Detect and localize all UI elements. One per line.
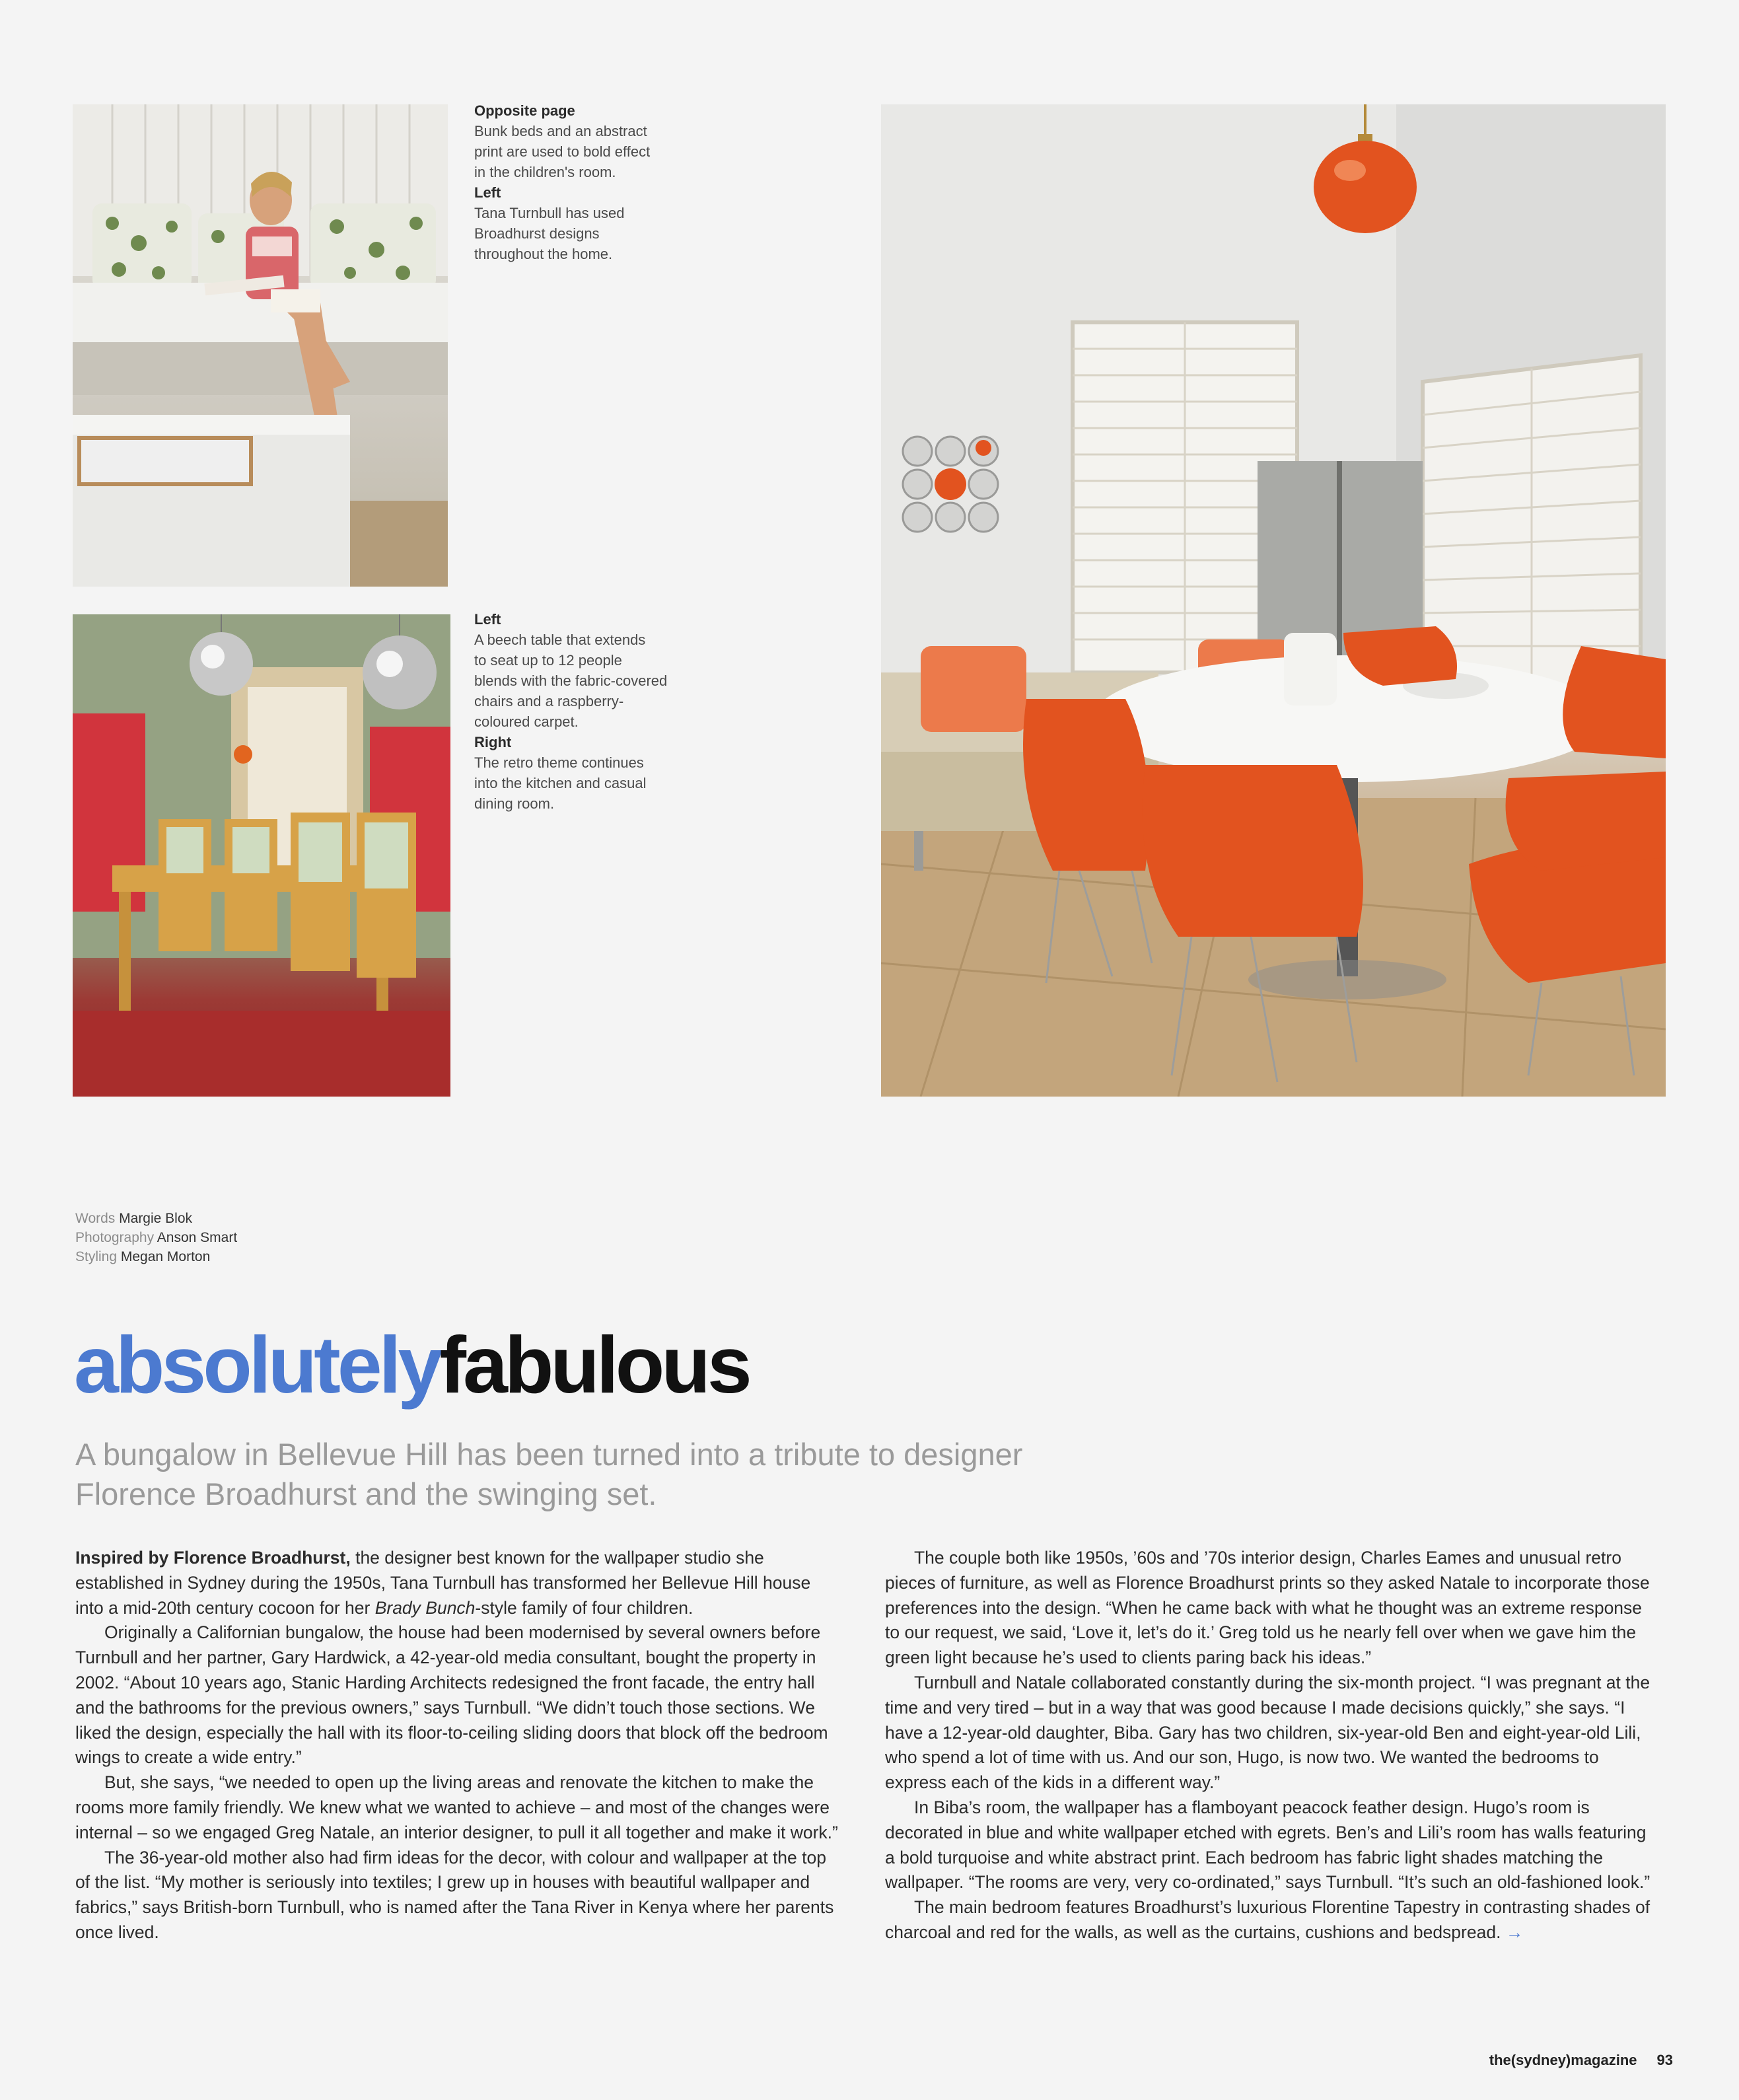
lead-in: Inspired by Florence Broadhurst, — [75, 1548, 351, 1568]
credit-role: Styling — [75, 1249, 118, 1264]
body-paragraph — [75, 1546, 841, 1620]
caption-line: in the children's room. — [474, 164, 616, 180]
credits — [75, 1209, 237, 1266]
caption-top — [474, 100, 650, 264]
caption-line: coloured carpet. — [474, 713, 579, 730]
credit-name: Margie Blok — [119, 1211, 193, 1226]
caption-line: to seat up to 12 people — [474, 652, 622, 669]
body-text: -style family of four children. — [475, 1597, 693, 1618]
body-paragraph: The couple both like 1950s, ’60s and ’70s interior design, Charles Eames and unusual retro pieces of furniture, as well as Florence Broadhurst prints so they asked Natale to incorporate those preferences into the design. “When he came back with what he thought was an extreme response to our request, we said, ‘Love it, let’s do it.’ Greg told us he nearly fell over when we gave him the green light because he’s used to clients paring back his ideas.” — [885, 1548, 1650, 1668]
body-paragraph: But, she says, “we needed to open up the living areas and renovate the kitchen to make the rooms more family friendly. We knew what we wanted to achieve – and most of the changes were internal – so we engaged Greg Natale, an interior designer, to pull it all together and make it work.” — [75, 1772, 838, 1842]
caption-line: throughout the home. — [474, 246, 613, 262]
headline-part-black: fabulous — [439, 1320, 749, 1410]
standfirst: A bungalow in Bellevue Hill has been turned into a tribute to designer Florence Broadhurst and the swinging set. — [75, 1437, 1023, 1511]
caption-line: The retro theme continues — [474, 754, 644, 771]
photo-dining-room — [73, 614, 450, 1097]
page-title — [74, 1320, 749, 1410]
caption-line: chairs and a raspberry- — [474, 693, 624, 709]
caption-head: Right — [474, 734, 512, 750]
caption-line: into the kitchen and casual — [474, 775, 647, 791]
body-text: the designer best known for the wallpaper studio she established in Sydney during the 1950s, Tana Turnbull has transformed her Bellevue Hill house into a mid-20th century cocoon for her — [75, 1548, 811, 1618]
page-number: 93 — [1656, 2052, 1673, 2068]
credit-photography — [75, 1228, 237, 1247]
caption-middle — [474, 609, 667, 814]
photo-kitchen-dining — [881, 104, 1666, 1097]
continue-arrow-icon: → — [1505, 1922, 1524, 1942]
caption-line: Tana Turnbull has used — [474, 205, 625, 221]
caption-line: dining room. — [474, 795, 555, 812]
credit-role: Words — [75, 1211, 116, 1226]
headline-part-blue: absolutely — [74, 1320, 440, 1410]
credit-name: Megan Morton — [120, 1249, 211, 1264]
body-text: The main bedroom features Broadhurst’s luxurious Florentine Tapestry in contrasting shades of charcoal and red for the walls, as well as the curtains, cushions and bedspread. — [885, 1897, 1650, 1942]
magazine-name: the(sydney)magazine — [1489, 2052, 1637, 2068]
caption-line: A beech table that extends — [474, 632, 646, 648]
photo-woman-reading — [73, 104, 448, 587]
page-footer — [1489, 2052, 1673, 2069]
caption-line: print are used to bold effect — [474, 143, 651, 160]
body-column-left — [75, 1546, 841, 1945]
caption-head: Left — [474, 184, 501, 201]
caption-head: Opposite page — [474, 102, 575, 119]
caption-line: blends with the fabric-covered — [474, 672, 668, 689]
body-italic: Brady Bunch — [374, 1597, 476, 1618]
caption-head: Left — [474, 611, 501, 628]
body-paragraph: Turnbull and Natale collaborated constantly during the six-month project. “I was pregnant at the time and very tired – but in a way that was good because I made decisions quickly,” she says. “I have a 12-year-old daughter, Biba. Gary has two children, six-year-old Ben and eight-year-old Lili, who spend a lot of time with us. And our son, Hugo, is now two. We wanted the bedrooms to express each of the kids in a different way.” — [885, 1672, 1650, 1793]
credit-role: Photography — [75, 1230, 155, 1245]
credit-name: Anson Smart — [157, 1230, 238, 1245]
body-paragraph — [885, 1895, 1651, 1945]
body-paragraph: In Biba’s room, the wallpaper has a flamboyant peacock feather design. Hugo’s room is decorated in blue and white wallpaper etched with egrets. Ben’s and Lili’s room has walls featuring a bold turquoise and white abstract print. Each bedroom has fabric light shades matching the wallpaper. “The rooms are very, very co-ordinated,” says Turnbull. “It’s such an old-fashioned look.” — [885, 1797, 1650, 1893]
body-paragraph: Originally a Californian bungalow, the house had been modernised by several owners before Turnbull and her partner, Gary Hardwick, a 42-year-old media consultant, bought the property in 2002. “About 10 years ago, Stanic Harding Architects redesigned the front facade, the entry hall and the bathrooms for the previous owners,” says Turnbull. “We didn’t touch those sections. We liked the design, especially the hall with its floor-to-ceiling sliding doors that block off the bedroom wings to create a wide entry.” — [75, 1622, 828, 1768]
body-column-right — [885, 1546, 1651, 1945]
caption-line: Broadhurst designs — [474, 225, 600, 242]
body-paragraph: The 36-year-old mother also had firm ideas for the decor, with colour and wallpaper at the top of the list. “My mother is seriously into textiles; I grew up in houses with beautiful wallpaper and fabrics,” says British-born Turnbull, who is named after the Tana River in Kenya where her parents once lived. — [75, 1847, 834, 1942]
credit-words — [75, 1209, 237, 1228]
credit-styling — [75, 1247, 237, 1266]
caption-line: Bunk beds and an abstract — [474, 123, 647, 139]
